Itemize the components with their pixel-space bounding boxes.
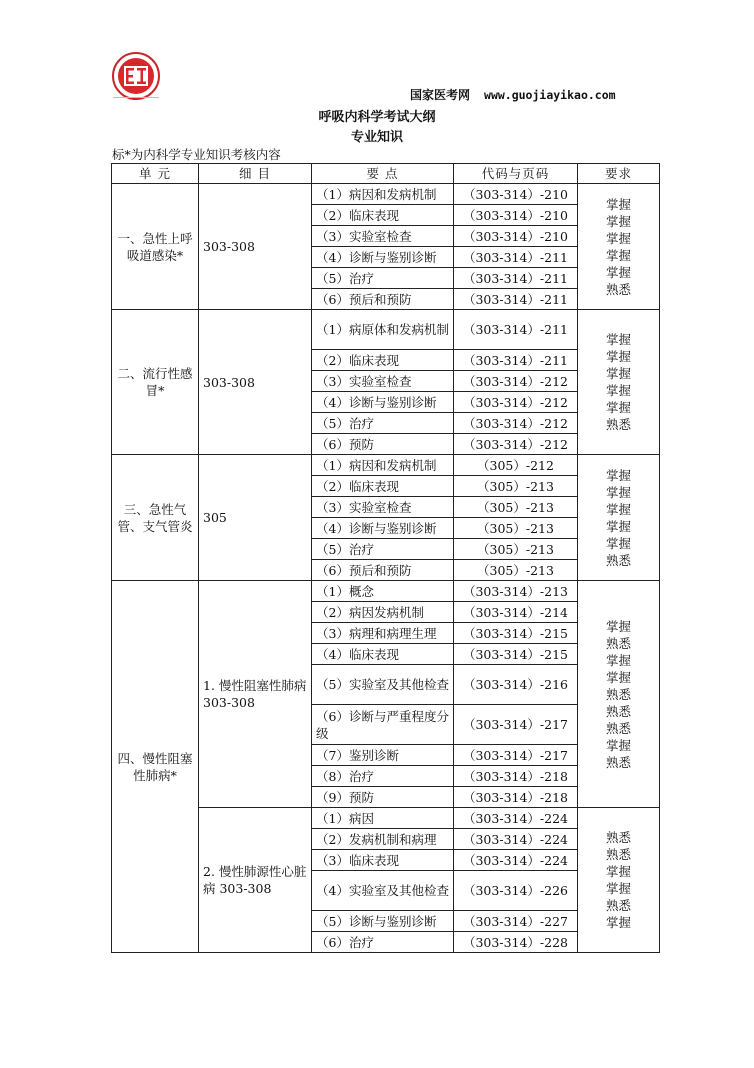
- column-header-points: 要 点: [312, 164, 454, 184]
- requirement-level: 掌握: [605, 864, 631, 879]
- key-point: （5）治疗: [312, 413, 454, 434]
- code-page: （303-314）-218: [454, 766, 578, 787]
- key-point: （1）病原体和发病机制: [312, 310, 454, 350]
- key-point: （6）预后和预防: [312, 560, 454, 581]
- table-header-row: [112, 164, 660, 184]
- requirement-level: 掌握: [605, 669, 631, 685]
- requirement-level: 掌握: [605, 535, 631, 551]
- requirement-level: 掌握: [605, 737, 631, 753]
- code-page: （303-314）-211: [454, 268, 578, 289]
- key-point: （1）病因: [312, 808, 454, 829]
- requirement-level: 熟悉: [605, 754, 631, 770]
- code-page: （303-314）-224: [454, 808, 578, 829]
- code-page: （305）-212: [454, 455, 578, 476]
- requirement-level: 熟悉: [605, 686, 631, 702]
- key-point: （2）临床表现: [312, 350, 454, 371]
- requirement-level: 掌握: [605, 484, 631, 500]
- asterisk-note: 标*为内科学专业知识考核内容: [112, 147, 281, 162]
- code-page: （303-314）-224: [454, 850, 578, 871]
- site-name: 国家医考网: [410, 88, 471, 102]
- unit-name: 四、慢性阻塞性肺病*: [112, 581, 199, 953]
- table-row: [112, 184, 660, 205]
- requirement-cell: [578, 310, 660, 455]
- requirement-level: 掌握: [605, 366, 631, 381]
- code-page: （303-314）-217: [454, 705, 578, 745]
- detail-cell: 305: [199, 455, 312, 581]
- site-header: [410, 86, 616, 103]
- table-row: [112, 310, 660, 350]
- column-header-unit: 单 元: [112, 164, 199, 184]
- code-page: （303-314）-214: [454, 602, 578, 623]
- code-page: （303-314）-227: [454, 911, 578, 932]
- code-page: （303-314）-211: [454, 310, 578, 350]
- requirement-cell: [578, 455, 660, 581]
- key-point: （2）病因发病机制: [312, 602, 454, 623]
- code-page: （305）-213: [454, 560, 578, 581]
- key-point: （5）诊断与鉴别诊断: [312, 911, 454, 932]
- requirement-level: 掌握: [605, 264, 631, 280]
- column-header-code: 代码与页码: [454, 164, 578, 184]
- code-page: （303-314）-211: [454, 289, 578, 310]
- table-body: [112, 184, 660, 953]
- site-url[interactable]: www.guojiayikao.com: [484, 88, 616, 102]
- unit-name: 二、流行性感冒*: [112, 310, 199, 455]
- key-point: （8）治疗: [312, 766, 454, 787]
- key-point: （2）临床表现: [312, 205, 454, 226]
- key-point: （4）实验室及其他检查: [312, 871, 454, 911]
- key-point: （9）预防: [312, 787, 454, 808]
- key-point: （3）实验室检查: [312, 497, 454, 518]
- detail-cell: 303-308: [199, 310, 312, 455]
- requirement-level: 掌握: [605, 467, 631, 483]
- site-logo: [111, 51, 161, 101]
- key-point: （3）病理和病理生理: [312, 623, 454, 644]
- key-point: （2）临床表现: [312, 476, 454, 497]
- key-point: （3）实验室检查: [312, 371, 454, 392]
- syllabus-table: [111, 163, 660, 953]
- code-page: （303-314）-210: [454, 226, 578, 247]
- code-page: （303-314）-224: [454, 829, 578, 850]
- requirement-level: 掌握: [605, 501, 631, 517]
- code-page: （303-314）-210: [454, 184, 578, 205]
- detail-cell: 303-308: [199, 184, 312, 310]
- requirement-cell: [578, 808, 660, 953]
- requirement-cell: [578, 184, 660, 310]
- unit-name: 三、急性气管、支气管炎: [112, 455, 199, 581]
- key-point: （1）概念: [312, 581, 454, 602]
- table-row: [112, 581, 660, 602]
- column-header-detail: 细 目: [199, 164, 312, 184]
- requirement-level: 掌握: [605, 332, 631, 347]
- detail-cell: 2. 慢性肺源性心脏病 303-308: [199, 808, 312, 953]
- requirement-level: 掌握: [605, 618, 631, 634]
- table-row: [112, 455, 660, 476]
- code-page: （303-314）-211: [454, 350, 578, 371]
- requirement-level: 熟悉: [605, 281, 631, 297]
- code-page: （305）-213: [454, 539, 578, 560]
- code-page: （303-314）-213: [454, 581, 578, 602]
- code-page: （303-314）-212: [454, 392, 578, 413]
- document-title: 呼吸内科学考试大纲: [318, 110, 436, 125]
- code-page: （303-314）-215: [454, 623, 578, 644]
- requirement-level: 掌握: [605, 881, 631, 896]
- code-page: （303-314）-211: [454, 247, 578, 268]
- requirement-level: 熟悉: [605, 720, 631, 736]
- key-point: （6）治疗: [312, 932, 454, 953]
- key-point: （2）发病机制和病理: [312, 829, 454, 850]
- requirement-level: 熟悉: [605, 830, 631, 845]
- code-page: （303-314）-217: [454, 745, 578, 766]
- requirement-level: 熟悉: [605, 552, 631, 568]
- requirement-level: 掌握: [605, 652, 631, 668]
- key-point: （7）鉴别诊断: [312, 745, 454, 766]
- requirement-level: 熟悉: [605, 417, 631, 432]
- key-point: （1）病因和发病机制: [312, 455, 454, 476]
- key-point: （3）临床表现: [312, 850, 454, 871]
- requirement-level: 熟悉: [605, 703, 631, 719]
- key-point: （5）治疗: [312, 539, 454, 560]
- key-point: （4）诊断与鉴别诊断: [312, 518, 454, 539]
- code-page: （303-314）-228: [454, 932, 578, 953]
- requirement-level: 掌握: [605, 349, 631, 364]
- code-page: （303-314）-212: [454, 371, 578, 392]
- code-page: （303-314）-216: [454, 665, 578, 705]
- key-point: （4）诊断与鉴别诊断: [312, 392, 454, 413]
- requirement-level: 掌握: [605, 383, 631, 398]
- key-point: （4）临床表现: [312, 644, 454, 665]
- key-point: （3）实验室检查: [312, 226, 454, 247]
- code-page: （303-314）-212: [454, 413, 578, 434]
- requirement-level: 熟悉: [605, 635, 631, 651]
- code-page: （305）-213: [454, 497, 578, 518]
- requirement-level: 掌握: [605, 213, 631, 229]
- requirement-cell: [578, 581, 660, 808]
- key-point: （1）病因和发病机制: [312, 184, 454, 205]
- requirement-level: 掌握: [605, 196, 631, 212]
- code-page: （303-314）-226: [454, 871, 578, 911]
- code-page: （305）-213: [454, 476, 578, 497]
- code-page: （303-314）-215: [454, 644, 578, 665]
- requirement-level: 掌握: [605, 400, 631, 415]
- key-point: （4）诊断与鉴别诊断: [312, 247, 454, 268]
- code-page: （303-314）-218: [454, 787, 578, 808]
- requirement-level: 掌握: [605, 518, 631, 534]
- key-point: （6）预防: [312, 434, 454, 455]
- detail-cell: 1. 慢性阻塞性肺病 303-308: [199, 581, 312, 808]
- key-point: （5）治疗: [312, 268, 454, 289]
- code-page: （303-314）-210: [454, 205, 578, 226]
- requirement-level: 熟悉: [605, 847, 631, 862]
- document-subtitle: 专业知识: [350, 130, 403, 145]
- code-page: （303-314）-212: [454, 434, 578, 455]
- requirement-level: 熟悉: [605, 898, 631, 913]
- key-point: （6）诊断与严重程度分级: [312, 705, 454, 745]
- code-page: （305）-213: [454, 518, 578, 539]
- requirement-level: 掌握: [605, 247, 631, 263]
- requirement-level: 掌握: [605, 915, 631, 930]
- key-point: （5）实验室及其他检查: [312, 665, 454, 705]
- unit-name: 一、急性上呼吸道感染*: [112, 184, 199, 310]
- requirement-level: 掌握: [605, 230, 631, 246]
- key-point: （6）预后和预防: [312, 289, 454, 310]
- column-header-requirement: 要求: [578, 164, 660, 184]
